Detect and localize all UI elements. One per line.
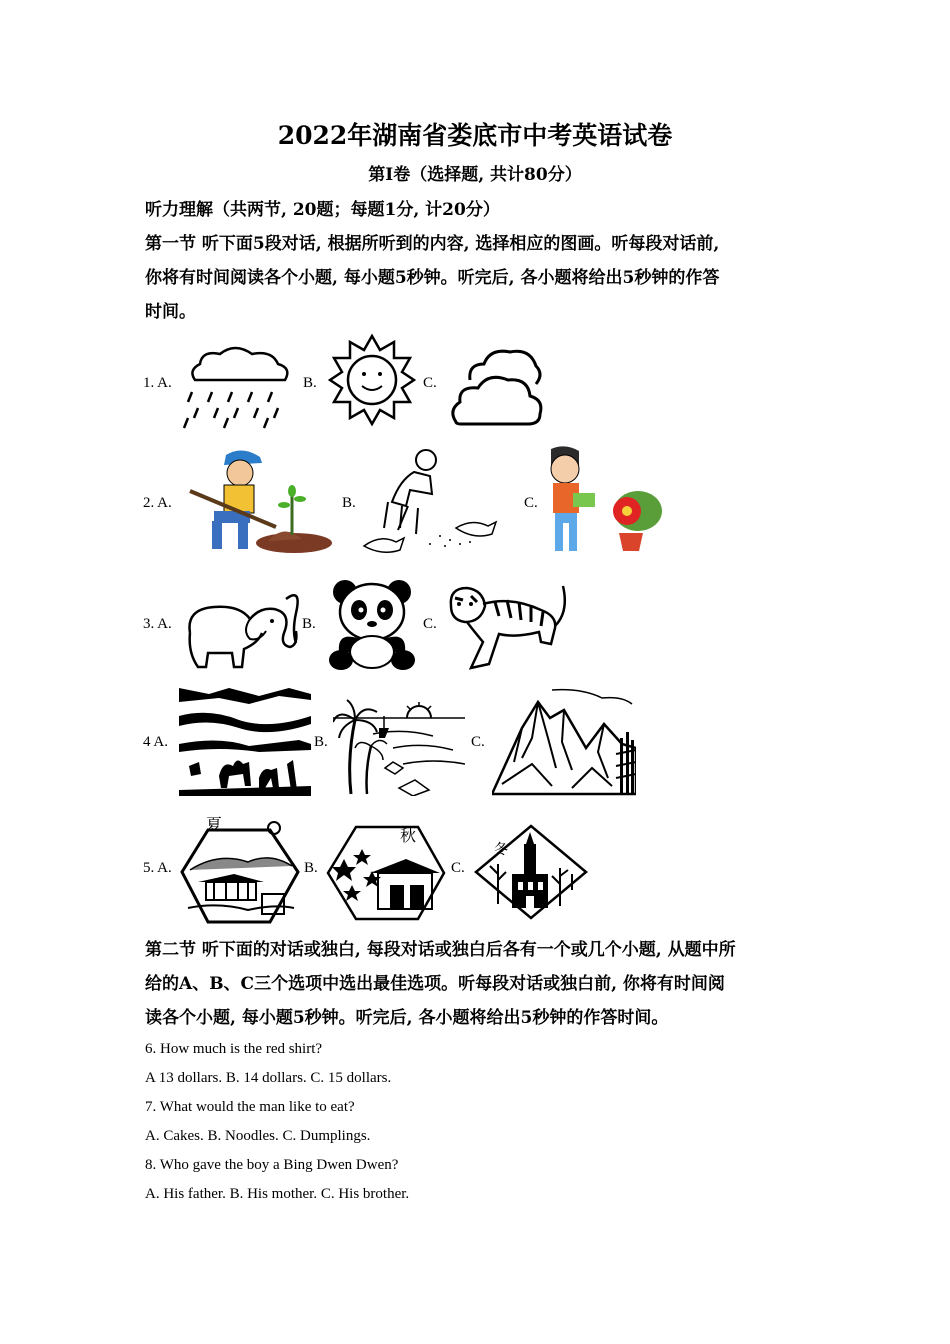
svg-text:夏: 夏: [206, 815, 223, 834]
summer-pavilion-image: [178, 808, 300, 924]
q2-label: 2. A.: [143, 495, 172, 511]
elephant-image: [180, 583, 302, 673]
question-8-options: A. His father. B. His mother. C. His brother.: [145, 1186, 410, 1202]
listening-heading: 听力理解（共两节, 20题；每题1分, 计20分）: [145, 200, 500, 220]
question-6-options: A 13 dollars. B. 14 dollars. C. 15 dollars.: [145, 1070, 392, 1086]
mountains-image: [492, 688, 636, 796]
instruction-line: 第一节 听下面5段对话, 根据所听到的内容, 选择相应的图画。听每段对话前,: [145, 234, 720, 254]
q4-c-label: C.: [471, 734, 485, 750]
section1-instructions: [145, 227, 810, 329]
clouds-image: [448, 344, 546, 430]
instruction-line: 给的A、B、C三个选项中选出最佳选项。听每段对话或独白前, 你将有时间阅: [145, 974, 725, 994]
q5-c-label: C.: [451, 860, 465, 876]
question-7: 7. What would the man like to eat?: [145, 1099, 355, 1115]
instruction-line: 时间。: [145, 302, 196, 322]
q1-b-label: B.: [303, 375, 317, 391]
question-8: 8. Who gave the boy a Bing Dwen Dwen?: [145, 1157, 399, 1173]
svg-text:秋: 秋: [400, 826, 417, 845]
q1-label: 1. A.: [143, 375, 172, 391]
rain-cloud-image: [180, 342, 300, 430]
q2-b-label: B.: [342, 495, 356, 511]
autumn-hall-image: [326, 815, 446, 923]
section-subtitle: 第Ⅰ卷（选择题, 共计80分）: [368, 165, 582, 185]
q3-b-label: B.: [302, 616, 316, 632]
q3-c-label: C.: [423, 616, 437, 632]
q4-label: 4 A.: [143, 734, 169, 750]
instruction-line: 第二节 听下面的对话或独白, 每段对话或独白后各有一个或几个小题, 从题中所: [145, 940, 736, 960]
q5-label: 5. A.: [143, 860, 172, 876]
boy-watering-flower-image: [543, 443, 663, 557]
instruction-line: 读各个小题, 每小题5秒钟。听完后, 各小题将给出5秒钟的作答时间。: [145, 1008, 669, 1028]
man-feeding-chickens-image: [360, 446, 520, 558]
q5-b-label: B.: [304, 860, 318, 876]
question-6: 6. How much is the red shirt?: [145, 1041, 323, 1057]
question-7-options: A. Cakes. B. Noodles. C. Dumplings.: [145, 1128, 371, 1144]
winter-church-image: [474, 824, 588, 920]
q3-label: 3. A.: [143, 616, 172, 632]
sun-image: [328, 334, 416, 426]
boy-planting-tree-image: [184, 443, 336, 555]
instruction-line: 你将有时间阅读各个小题, 每小题5秒钟。听完后, 各小题将给出5秒钟的作答: [145, 268, 720, 288]
tiger-image: [445, 582, 570, 674]
q4-b-label: B.: [314, 734, 328, 750]
section2-instructions: [145, 933, 810, 1035]
panda-image: [327, 578, 417, 672]
q1-c-label: C.: [423, 375, 437, 391]
svg-text:冬: 冬: [494, 842, 508, 858]
beach-palm-trees-image: [333, 698, 465, 796]
desert-camels-image: [179, 686, 311, 796]
q2-c-label: C.: [524, 495, 538, 511]
page-title: 2022年湖南省娄底市中考英语试卷: [277, 121, 673, 150]
